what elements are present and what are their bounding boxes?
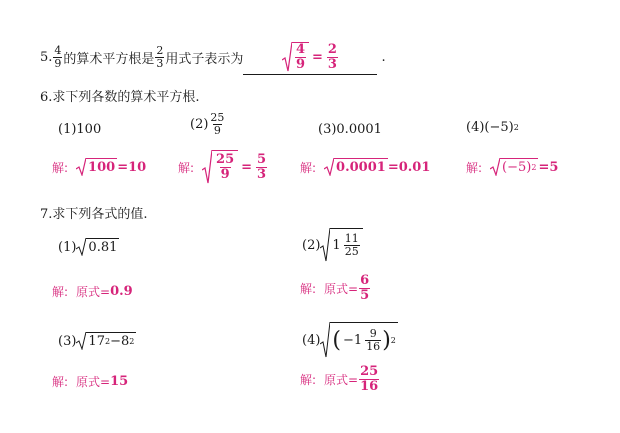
question-6-title: 6.求下列各数的算术平方根.: [40, 90, 200, 105]
radical-sign-icon: [320, 228, 330, 262]
q6-solution-1: 解: 100 =10: [52, 159, 147, 175]
radical-sign-icon: [76, 158, 86, 176]
radical-sign-icon: [202, 150, 212, 184]
q5-number: 5.: [40, 50, 53, 65]
q7-solution-4: 解: 原式= $\frac{25}{16}$: [300, 364, 379, 394]
q5-radical: $\frac{4}{9}$: [282, 42, 309, 72]
question-7-title: 7.求下列各式的值.: [40, 207, 148, 222]
q6-item-1: (1)100: [58, 122, 102, 137]
q5-fraction: $\frac{4}{9}$: [54, 44, 62, 70]
radical-sign-icon: [76, 332, 86, 350]
q7-part-1: (1) 0.81: [58, 239, 118, 255]
q7-part-2: (2) 1 $\frac{11}{25}$: [302, 228, 363, 262]
q5-text-mid: 的算术平方根是: [63, 52, 155, 67]
radical-sign-icon: [324, 158, 334, 176]
left-paren: (: [332, 327, 342, 353]
radical-sign-icon: [76, 238, 86, 256]
q5-text-end: 用式子表示为: [165, 52, 244, 67]
q7-solution-2: 解: 原式= $\frac{6}{5}$: [300, 273, 370, 303]
q6-solution-4: 解: (−5) 2 =5: [466, 159, 559, 175]
q7-part-4: (4) ( −1 $\frac{9}{16}$ ) 2: [302, 322, 398, 358]
radical-sign-icon: [490, 158, 500, 176]
q7-solution-1: 解: 原式= 0.9: [52, 284, 133, 299]
question-5: [40, 40, 386, 75]
q5-answer: $\frac{4}{9}$ = $\frac{2}{3}$: [282, 42, 339, 72]
q6-item-4: (4)(−5) 2: [466, 120, 519, 135]
q7-part-3: (3) 17 2 −8 2: [58, 333, 135, 349]
q5-fraction-2: $\frac{2}{3}$: [156, 44, 164, 70]
q6-item-2: (2) $\frac{25}{9}$: [190, 111, 225, 137]
q7-solution-3: 解: 原式= 15: [52, 374, 129, 389]
q5-period: .: [381, 50, 386, 65]
q5-answer-blank: [243, 40, 377, 75]
right-paren: ): [382, 327, 391, 353]
radical-sign-icon: [320, 322, 330, 358]
q6-solution-3: 解: 0.0001 =0.01: [300, 159, 431, 175]
q6-solution-2: 解: $\frac{25}{9}$ = $\frac{5}{3}$: [178, 151, 267, 182]
radical-sign-icon: [282, 42, 292, 72]
q6-item-3: (3)0.0001: [318, 122, 382, 137]
